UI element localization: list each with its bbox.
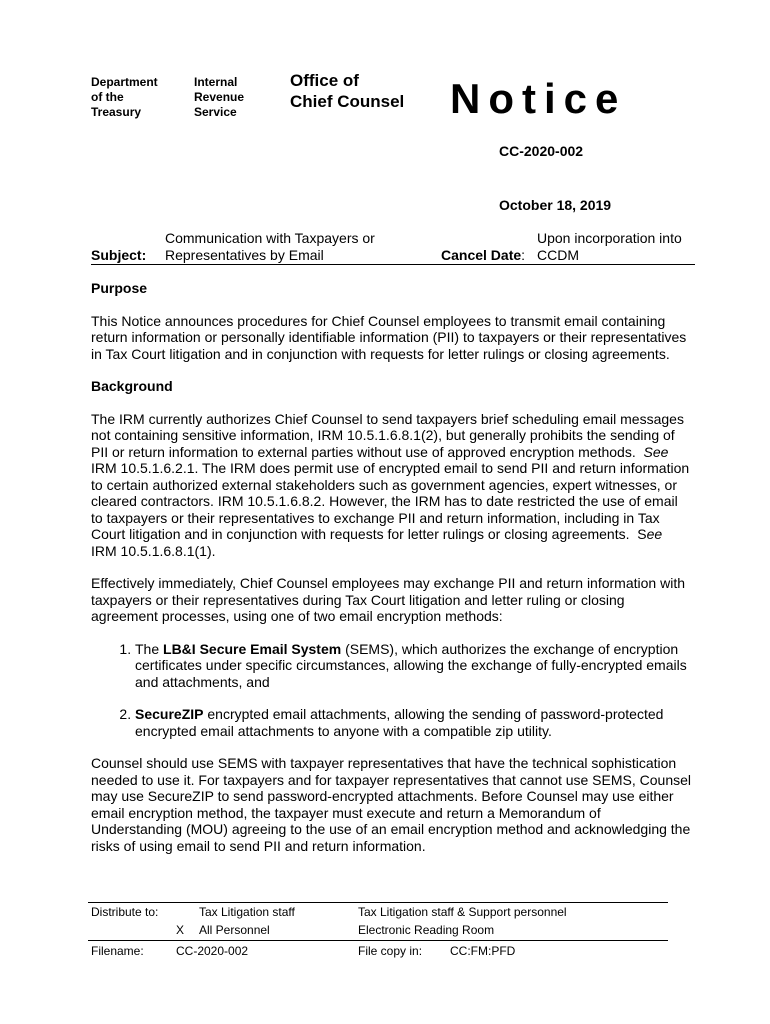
cancel-value-line-2: CCDM [537, 247, 579, 263]
dept-line-1: Department [91, 75, 158, 89]
distribute-label: Distribute to: [91, 905, 159, 919]
dept-line-3: Treasury [91, 105, 142, 119]
cancel-date-colon: : [521, 247, 526, 263]
item1-text: (SEMS), which authorizes the exchange of encryption certificates under specific circumstances, allowing the exchange of fully-encrypted emails and attachments, and [135, 640, 687, 690]
footer-top-rule [88, 902, 668, 903]
encryption-methods-list [91, 641, 691, 740]
bg-p1-part-b: IRM 10.5.1.6.2.1. The IRM does permit use of encrypted email to send PII and return information to certain authorized external stakeholders such as government agencies, expert witnesses, or cleared contractors. IRM 10.5.1.6.8.2. However, the IRM has to date restricted the use of email to taxpayers or their representatives to exchange PII and return information, including in Tax Court litigation and in conjunction with requests for letter rulings or closing agreements. [91, 460, 690, 542]
cancel-value-line-1: Upon incorporation into [537, 230, 682, 246]
irs-line-1: Internal [194, 75, 238, 89]
notice-title: Notice [450, 75, 627, 122]
background-paragraph-2: Effectively immediately, Chief Counsel employees may exchange PII and return information with taxpayers or their representatives during Tax Court litigation and letter ruling or closing agreement processes, using one of two email encryption methods: [91, 575, 685, 624]
cancel-date-label-text: Cancel Date [441, 247, 522, 263]
file-copy-label: File copy in: [358, 944, 423, 958]
bg-p1-s: S [637, 526, 647, 542]
cancel-date-value [537, 230, 697, 264]
department-of-treasury [91, 75, 181, 120]
office-line-1: Office of [290, 71, 359, 90]
subject-line-1: Communication with Taxpayers or [165, 230, 375, 246]
subject-divider [91, 264, 695, 265]
distribute-all-personnel: All Personnel [199, 923, 270, 937]
bg-p1-part-a: The IRM currently authorizes Chief Counsel to send taxpayers brief scheduling email messages not containing sensitive information, IRM 10.5.1.6.8.1(2), but generally prohibits the sending of PII or return information to external parties without use of approved encryption methods. [91, 410, 684, 460]
list-item-sems [135, 641, 691, 691]
subject-line-2: Representatives by Email [165, 247, 324, 263]
footer-middle-rule [88, 940, 668, 941]
internal-revenue-service [194, 75, 284, 120]
notice-date: October 18, 2019 [499, 197, 612, 213]
distribute-electronic-reading-room: Electronic Reading Room [358, 923, 495, 937]
filename-value: CC-2020-002 [176, 944, 249, 958]
distribute-tax-litigation: Tax Litigation staff [199, 905, 295, 919]
irs-line-3: Service [194, 105, 237, 119]
subject-text [165, 230, 415, 264]
filename-label: Filename: [91, 944, 144, 958]
dept-line-2: of the [91, 90, 124, 104]
notice-number: CC-2020-002 [499, 143, 584, 159]
bg-p1-ee: ee [646, 526, 663, 542]
item2-text: encrypted email attachments, allowing the sending of password-protected encrypted email attachments to anyone with a compatible zip utility. [135, 706, 664, 739]
background-paragraph-1 [91, 411, 691, 560]
item2-securezip-name: SecureZIP [135, 706, 204, 722]
purpose-heading: Purpose [91, 280, 148, 296]
checkbox-x-mark: X [176, 923, 185, 937]
bg-p1-see: See [643, 443, 669, 460]
background-heading: Background [91, 378, 173, 394]
distribute-tax-litigation-support: Tax Litigation staff & Support personnel [358, 905, 567, 919]
notice-body [91, 280, 691, 870]
file-copy-value: CC:FM:PFD [450, 944, 516, 958]
office-line-2: Chief Counsel [290, 92, 405, 111]
item1-prefix: The [135, 640, 160, 657]
bg-p1-part-c: IRM 10.5.1.6.8.1(1). [91, 542, 216, 559]
subject-label: Subject: [91, 247, 147, 263]
irs-line-2: Revenue [194, 90, 245, 104]
purpose-paragraph: This Notice announces procedures for Chief Counsel employees to transmit email containing return information or personally identifiable information (PII) to taxpayers or their representatives in Tax Court litigation and in conjunction with requests for letter rulings or closing agreements. [91, 312, 687, 362]
cancel-date-label [441, 247, 525, 263]
office-of-chief-counsel [290, 70, 440, 112]
list-item-securezip [135, 706, 691, 739]
item1-sems-name: LB&I Secure Email System [163, 640, 342, 657]
background-paragraph-3: Counsel should use SEMS with taxpayer representatives that have the technical sophistication needed to use it. For taxpayers and for taxpayer representatives that cannot use SEMS, Counsel may use SecureZIP to send password-encrypted attachments. Before Counsel may use either email encryption method, the taxpayer must execute and return a Memorandum of Understanding (MOU) agreeing to the use of an email encryption method and acknowledging the risks of using email to send PII and return information. [91, 755, 692, 854]
